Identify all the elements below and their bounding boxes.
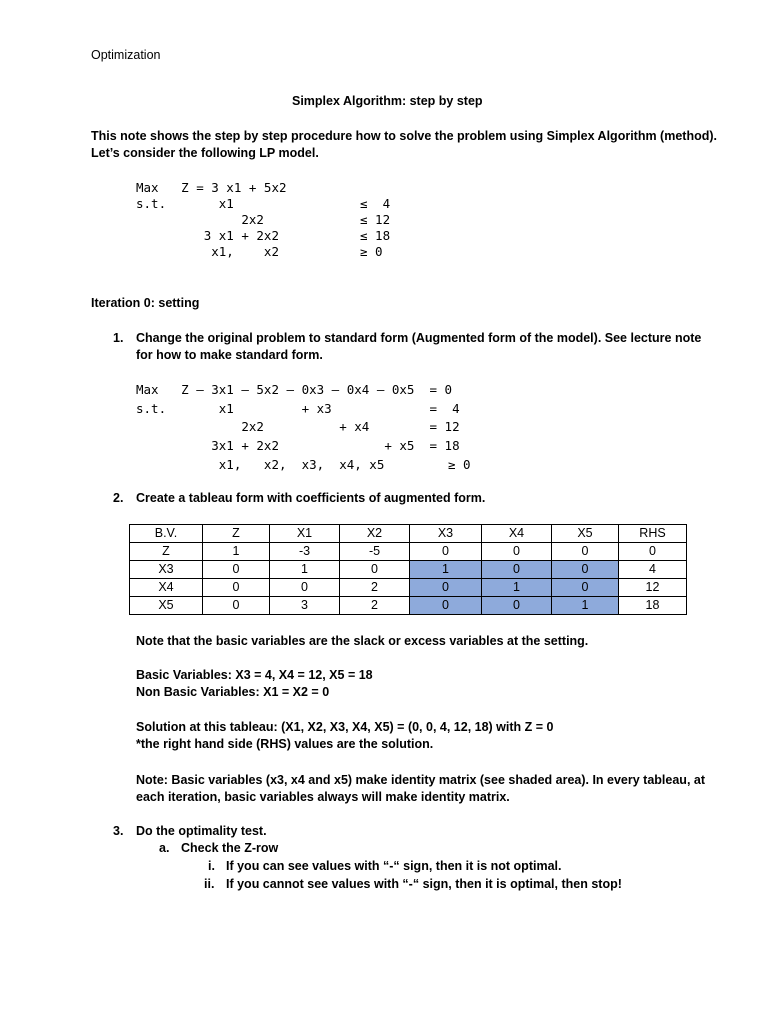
- tableau-cell: 2: [340, 597, 410, 615]
- aug-nonneg: ≥ 0: [448, 457, 471, 472]
- tableau-header: Z: [203, 525, 270, 543]
- model-line-2: s.t. x1: [136, 196, 234, 211]
- aug-line-2: s.t. x1 + x3 = 4: [136, 401, 460, 416]
- step-1-line-1: Change the original problem to standard form (Augmented form of the model). See lecture note: [136, 331, 702, 345]
- tableau-cell: -3: [270, 543, 340, 561]
- step-3a-text: Check the Z-row: [181, 841, 279, 855]
- nonbasic-variables: Non Basic Variables: X1 = X2 = 0: [136, 685, 330, 699]
- step-2-number: 2.: [113, 491, 124, 505]
- step-3-number: 3.: [113, 824, 124, 838]
- tableau-cell: Z: [130, 543, 203, 561]
- step-1-line-2: for how to make standard form.: [136, 348, 323, 362]
- identity-note-line-1: Note: Basic variables (x3, x4 and x5) make identity matrix (see shaded area). In every tableau, at: [136, 773, 706, 787]
- tableau-cell: 12: [619, 579, 687, 597]
- tableau-cell-identity: 0: [482, 597, 552, 615]
- tableau-cell: 0: [619, 543, 687, 561]
- tableau-header: RHS: [619, 525, 687, 543]
- tableau-cell: 0: [552, 543, 619, 561]
- tableau-cell-identity: 0: [552, 579, 619, 597]
- tableau-header: X1: [270, 525, 340, 543]
- tableau-cell: -5: [340, 543, 410, 561]
- aug-line-4: 3x1 + 2x2 + x5 = 18: [136, 438, 460, 453]
- aug-line-3: 2x2 + x4 = 12: [136, 419, 460, 434]
- page-title: Simplex Algorithm: step by step: [292, 94, 483, 108]
- tableau-header: B.V.: [130, 525, 203, 543]
- tableau-cell: X3: [130, 561, 203, 579]
- step-3a-number: a.: [159, 841, 170, 855]
- model-line-5: x1, x2: [136, 244, 279, 259]
- model-rel-4: ≥ 0: [360, 244, 383, 259]
- tableau-cell: 2: [340, 579, 410, 597]
- identity-note-line-2: each iteration, basic variables always will make identity matrix.: [136, 790, 510, 804]
- basic-variables-note: Note that the basic variables are the slack or excess variables at the setting.: [136, 634, 589, 648]
- model-line-1: Max Z = 3 x1 + 5x2: [136, 180, 287, 195]
- iteration-heading: Iteration 0: setting: [91, 296, 200, 310]
- tableau-cell-identity: 0: [410, 579, 482, 597]
- tableau-header: X4: [482, 525, 552, 543]
- tableau-cell: 4: [619, 561, 687, 579]
- model-rel-1: ≤ 4: [360, 196, 391, 211]
- aug-line-5: x1, x2, x3, x4, x5: [136, 457, 385, 472]
- step-1-number: 1.: [113, 331, 124, 345]
- tableau-cell: 0: [203, 561, 270, 579]
- tableau-row: [130, 597, 687, 615]
- tableau-row: [130, 543, 687, 561]
- rhs-note: *the right hand side (RHS) values are the solution.: [136, 737, 434, 751]
- step-3a-ii-text: If you cannot see values with “-“ sign, then it is optimal, then stop!: [226, 877, 622, 891]
- model-line-3: 2x2: [136, 212, 264, 227]
- model-line-4: 3 x1 + 2x2: [136, 228, 279, 243]
- tableau-cell: 18: [619, 597, 687, 615]
- tableau-header: X5: [552, 525, 619, 543]
- tableau-cell: 0: [203, 579, 270, 597]
- tableau-cell-identity: 0: [410, 597, 482, 615]
- tableau-row: [130, 579, 687, 597]
- tableau-header: X2: [340, 525, 410, 543]
- tableau-row: [130, 561, 687, 579]
- solution-line: Solution at this tableau: (X1, X2, X3, X4, X5) = (0, 0, 4, 12, 18) with Z = 0: [136, 720, 554, 734]
- intro-line-1: This note shows the step by step procedure how to solve the problem using Simplex Algorithm (method).: [91, 129, 717, 143]
- tableau-header-row: [130, 525, 687, 543]
- tableau-cell-identity: 0: [482, 561, 552, 579]
- tableau-cell: 1: [203, 543, 270, 561]
- tableau-cell-identity: 1: [552, 597, 619, 615]
- tableau-cell: 3: [270, 597, 340, 615]
- tableau-cell-identity: 1: [482, 579, 552, 597]
- step-3a-ii-number: ii.: [204, 877, 215, 891]
- tableau-header: X3: [410, 525, 482, 543]
- model-rel-2: ≤ 12: [360, 212, 391, 227]
- simplex-tableau: [129, 524, 687, 615]
- tableau-cell: X4: [130, 579, 203, 597]
- header-label: Optimization: [91, 48, 161, 62]
- tableau-cell: 0: [340, 561, 410, 579]
- tableau-cell: 0: [410, 543, 482, 561]
- step-3a-i-text: If you can see values with “-“ sign, then it is not optimal.: [226, 859, 562, 873]
- tableau-cell: X5: [130, 597, 203, 615]
- model-rel-3: ≤ 18: [360, 228, 391, 243]
- tableau-cell-identity: 0: [552, 561, 619, 579]
- tableau-cell: 0: [203, 597, 270, 615]
- tableau-cell-identity: 1: [410, 561, 482, 579]
- tableau-cell: 0: [270, 579, 340, 597]
- step-3a-i-number: i.: [208, 859, 215, 873]
- step-3-line-1: Do the optimality test.: [136, 824, 267, 838]
- tableau-cell: 1: [270, 561, 340, 579]
- step-2-line-1: Create a tableau form with coefficients of augmented form.: [136, 491, 486, 505]
- tableau-cell: 0: [482, 543, 552, 561]
- basic-variables: Basic Variables: X3 = 4, X4 = 12, X5 = 18: [136, 668, 373, 682]
- aug-line-1: Max Z – 3x1 – 5x2 – 0x3 – 0x4 – 0x5 = 0: [136, 382, 453, 397]
- intro-line-2: Let’s consider the following LP model.: [91, 146, 319, 160]
